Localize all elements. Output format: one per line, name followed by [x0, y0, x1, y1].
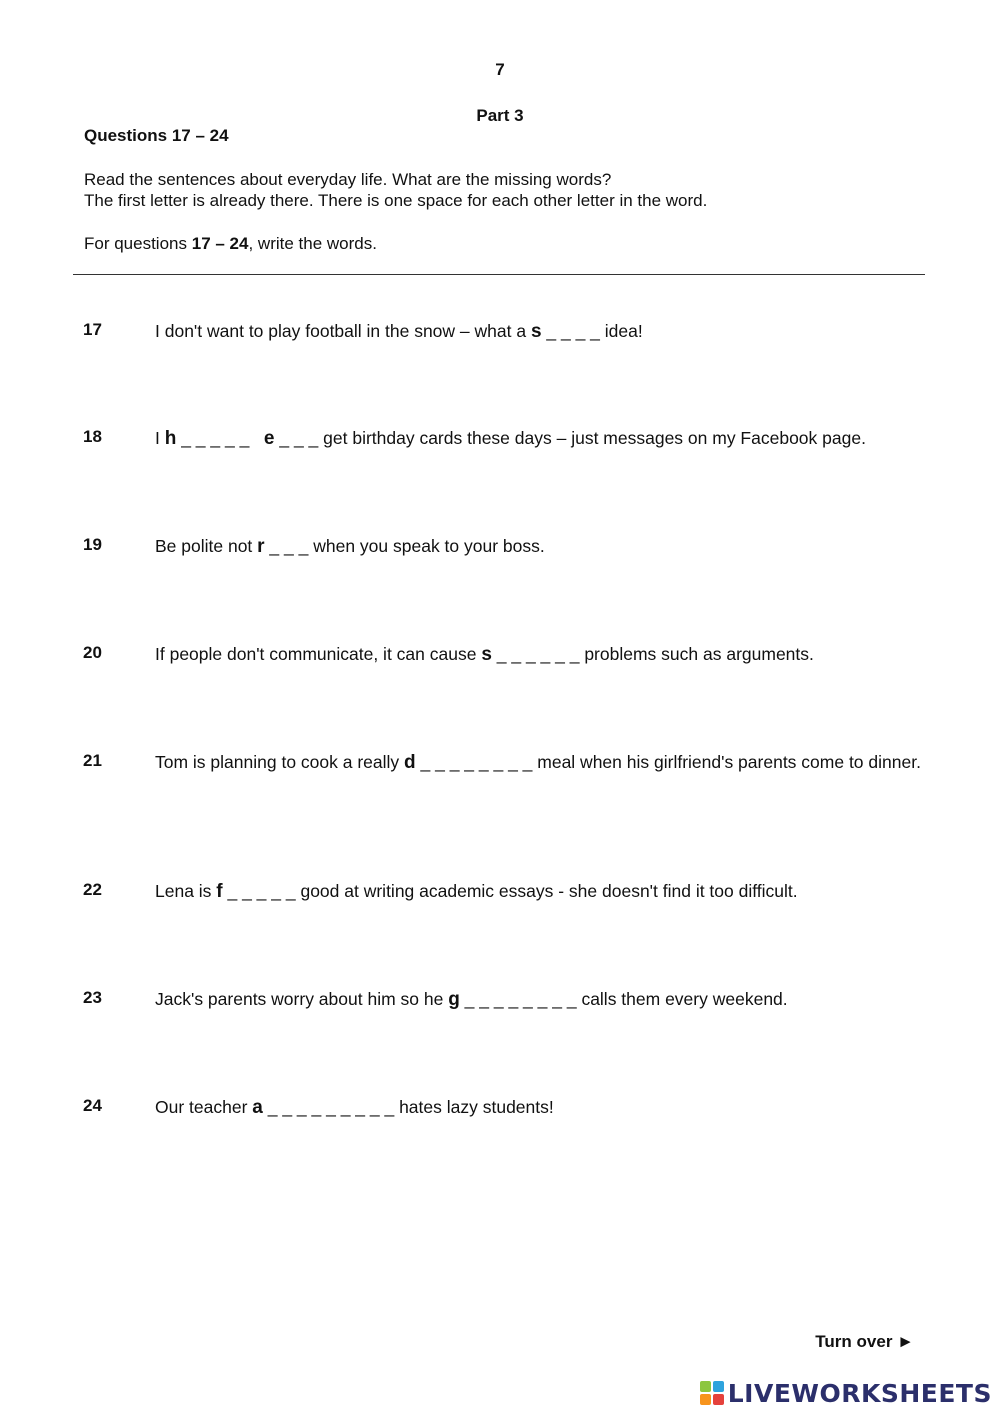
- instruction-text: , write the words.: [248, 234, 377, 253]
- question-sentence: [155, 881, 925, 902]
- instruction-line-3: [84, 233, 377, 254]
- answer-gap[interactable]: _ _ _ _ _ _ _ _: [459, 989, 582, 1009]
- answer-gap[interactable]: _ _ _ _ _: [176, 428, 264, 448]
- first-letter: s: [481, 644, 492, 665]
- logo-tile: [700, 1381, 711, 1392]
- sentence-text: idea!: [604, 321, 643, 341]
- sentence-text: Lena is: [155, 881, 217, 901]
- brand-name: LIVEWORKSHEETS: [727, 1378, 992, 1408]
- question-number: 22: [83, 880, 102, 899]
- answer-gap[interactable]: _ _ _ _ _ _: [491, 644, 585, 664]
- sentence-text: I don't want to play football in the snow – what a: [155, 321, 531, 341]
- question-sentence: [155, 989, 925, 1010]
- question-number: 20: [83, 643, 102, 662]
- question-number: 24: [83, 1096, 102, 1115]
- answer-gap[interactable]: _ _ _ _: [541, 321, 605, 341]
- question-sentence: [155, 536, 925, 557]
- turn-over-label: Turn over ►: [815, 1332, 914, 1351]
- first-letter: h: [164, 428, 177, 449]
- question-number: 18: [83, 427, 102, 446]
- logo-tile: [713, 1381, 724, 1392]
- question-sentence: [155, 321, 925, 342]
- first-letter: e: [263, 428, 275, 449]
- instruction-question-range: 17 – 24: [191, 234, 249, 253]
- answer-gap[interactable]: _ _ _: [264, 536, 314, 556]
- instruction-text: For questions: [84, 234, 192, 253]
- first-letter: f: [216, 881, 223, 902]
- instruction-line-1: Read the sentences about everyday life. What are the missing words?: [84, 170, 612, 189]
- liveworksheets-logo-icon: [700, 1381, 724, 1405]
- first-letter: s: [530, 321, 542, 342]
- sentence-text: problems such as arguments.: [584, 644, 814, 664]
- sentence-text: get birthday cards these days – just messages on my Facebook page.: [323, 428, 866, 448]
- part-title: Part 3: [476, 106, 524, 125]
- logo-tile: [700, 1394, 711, 1405]
- question-number: 21: [83, 751, 102, 770]
- first-letter: a: [252, 1097, 263, 1118]
- instruction-line-2: The first letter is already there. There is one space for each other letter in the word.: [84, 191, 708, 210]
- first-letter: r: [257, 536, 265, 557]
- divider-line: [73, 274, 925, 275]
- sentence-text: meal when his girlfriend's parents come to dinner.: [537, 752, 921, 772]
- sentence-text: If people don't communicate, it can cause: [155, 644, 482, 664]
- logo-tile: [713, 1394, 724, 1405]
- sentence-text: I: [155, 428, 165, 448]
- sentence-text: calls them every weekend.: [581, 989, 788, 1009]
- sentence-text: good at writing academic essays - she doesn't find it too difficult.: [300, 881, 798, 901]
- question-number: 19: [83, 535, 102, 554]
- answer-gap[interactable]: _ _ _ _ _ _ _ _: [415, 752, 538, 772]
- answer-gap[interactable]: _ _ _: [274, 428, 324, 448]
- sentence-text: Jack's parents worry about him so he: [155, 989, 449, 1009]
- sentence-text: Be polite not: [155, 536, 258, 556]
- question-sentence: [155, 1097, 925, 1118]
- sentence-text: Our teacher: [155, 1097, 253, 1117]
- sentence-text: Tom is planning to cook a really: [155, 752, 405, 772]
- question-number: 17: [83, 320, 102, 339]
- liveworksheets-watermark: [700, 1378, 992, 1408]
- question-sentence: [155, 644, 925, 665]
- page-number: 7: [495, 60, 505, 79]
- answer-gap[interactable]: _ _ _ _ _ _ _ _ _: [262, 1097, 400, 1117]
- first-letter: d: [404, 752, 416, 773]
- question-number: 23: [83, 988, 102, 1007]
- question-sentence: [155, 752, 925, 773]
- sentence-text: hates lazy students!: [399, 1097, 554, 1117]
- question-range-heading: Questions 17 – 24: [84, 126, 229, 145]
- sentence-text: when you speak to your boss.: [313, 536, 545, 556]
- first-letter: g: [448, 989, 460, 1010]
- answer-gap[interactable]: _ _ _ _ _: [222, 881, 301, 901]
- question-sentence: [155, 428, 925, 449]
